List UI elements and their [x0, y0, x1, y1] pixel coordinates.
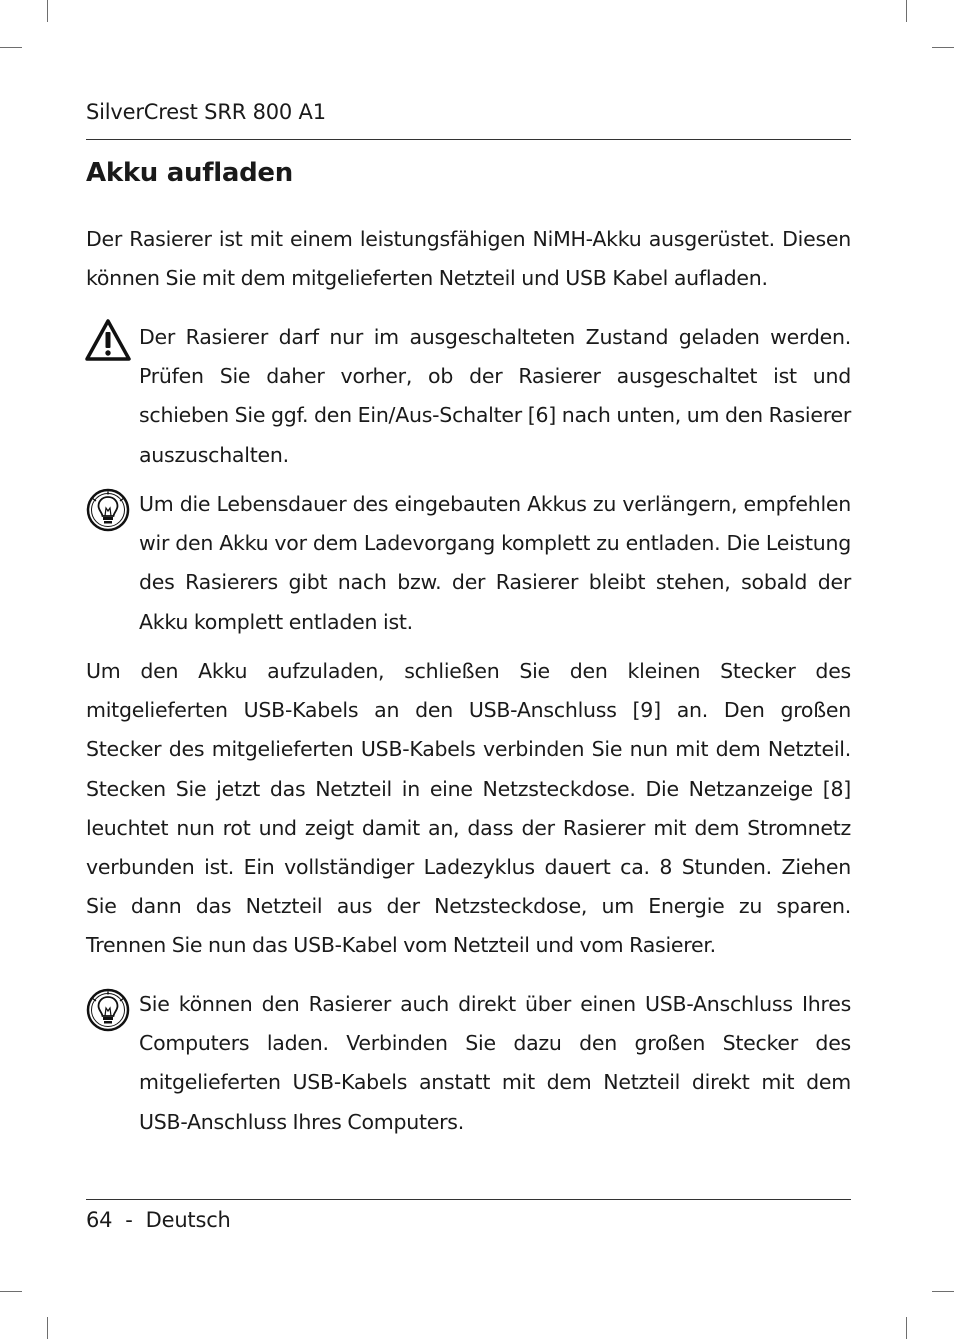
crop-mark [0, 47, 22, 48]
crop-mark [47, 0, 48, 22]
running-header: SilverCrest SRR 800 A1 [86, 100, 326, 124]
crop-mark [0, 1291, 22, 1292]
crop-mark [932, 1291, 954, 1292]
main-paragraph: Um den Akku aufzuladen, schließen Sie den kleinen Stecker des mitgelieferten USB-Kabels an den USB-Anschluss [9] an. Den großen Stecker des mitgelieferten USB-Kabels verbinden Sie nun mit dem Netzteil. Stecken Sie jetzt das Netzteil in eine Netzsteckdose. Die Netzanzeige [8] leuchtet nun rot und zeigt damit an, dass der Rasierer mit dem Stromnetz verbunden ist. Ein vollständiger Ladezyklus dauert ca. 8 Stunden. Ziehen Sie dann das Netzteil aus der Netzsteckdose, um Energie zu sparen. Trennen Sie nun das USB-Kabel vom Netzteil und vom Rasierer. [86, 659, 851, 958]
warning-note-text: Der Rasierer darf nur im ausgeschalteten Zustand geladen werden. Prüfen Sie daher vorher, ob der Rasierer ausgeschaltet ist und schieben Sie ggf. den Ein/Aus-Schalter [6] nach unten, um den Rasierer auszuschalten. [139, 325, 851, 467]
tip-note-text: Um die Lebensdauer des eingebauten Akkus zu verlängern, empfehlen wir den Akku vor dem Ladevorgang komplett zu entladen. Die Leistung des Rasierers gibt nach bzw. der Rasierer bleibt stehen, sobald der Akku komplett entladen ist. [139, 492, 851, 634]
crop-mark [906, 1317, 907, 1339]
crop-mark [47, 1317, 48, 1339]
lightbulb-icon [86, 488, 130, 532]
footer-rule [86, 1199, 851, 1200]
footer-language: Deutsch [145, 1208, 231, 1232]
page-footer [86, 1208, 231, 1232]
header-rule [86, 139, 851, 140]
tip-note-text: Sie können den Rasierer auch direkt über einen USB-Anschluss Ihres Computers laden. Verbinden Sie dazu den großen Stecker des mitgelieferten USB-Kabels anstatt mit dem Netzteil direkt mit dem USB-Anschluss Ihres Computers. [139, 992, 851, 1134]
lightbulb-icon [86, 988, 130, 1032]
section-title: Akku aufladen [86, 158, 293, 188]
crop-mark [906, 0, 907, 22]
intro-paragraph: Der Rasierer ist mit einem leistungsfähigen NiMH-Akku ausgerüstet. Diesen können Sie mit dem mitgelieferten Netzteil und USB Kabel aufladen. [86, 227, 851, 291]
crop-mark [932, 47, 954, 48]
page-number: 64 [86, 1208, 113, 1232]
footer-separator: - [125, 1208, 133, 1232]
warning-triangle-icon [84, 318, 132, 362]
